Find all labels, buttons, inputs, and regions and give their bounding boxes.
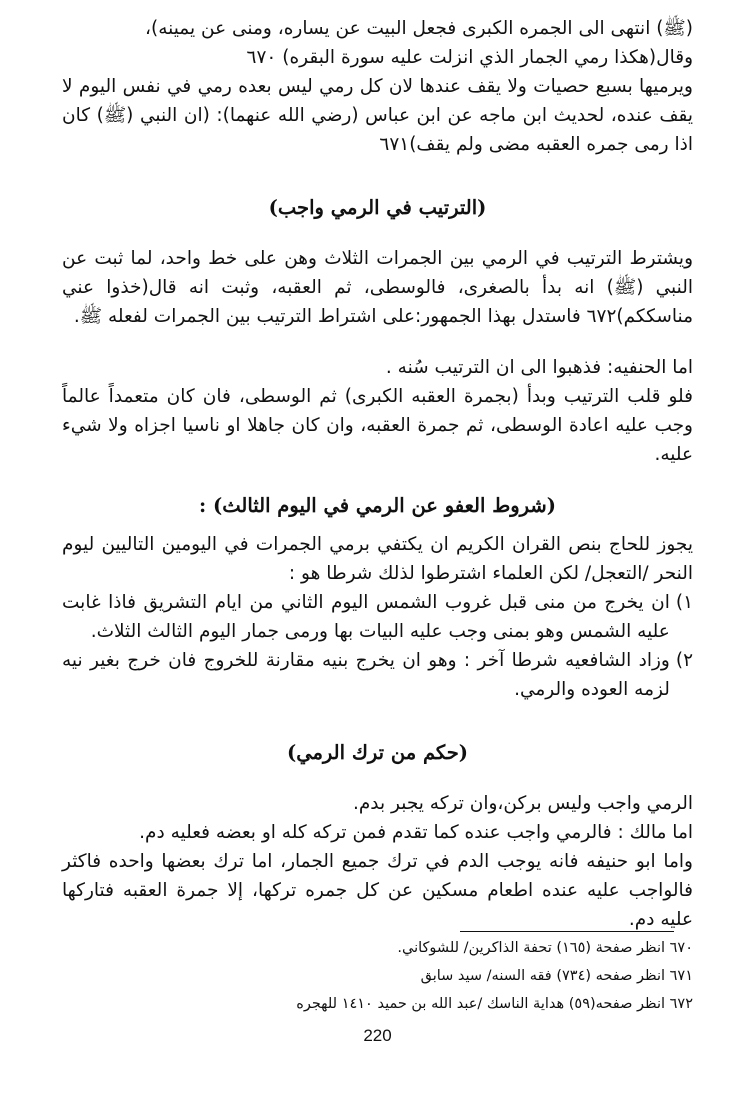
paragraph: ويشترط الترتيب في الرمي بين الجمرات الثلاث وهن على خط واحد، لما ثبت عن النبي (ﷺ) انه بدأ بالصغرى، فالوسطى، ثم العقبه، وثبت انه قال(خذوا عني مناسككم)٦٧٢ فاستدل بهذا الجمهور:على اشتراط الترتيب بين الجمرات لفعله ﷺ. — [62, 248, 693, 327]
footnote: ٦٧٠ انظر صفحة (١٦٥) تحفة الذاكرين/ للشوكاني. — [397, 940, 693, 956]
list-item — [62, 646, 693, 704]
footnotes — [62, 934, 693, 1018]
footnote: ٦٧١ انظر صفحه (٧٣٤) فقه السنه/ سيد سابق — [420, 968, 693, 984]
paragraph: اما الحنفيه: فذهبوا الى ان الترتيب سُنه . — [385, 357, 693, 378]
list-number: ١) — [675, 592, 693, 613]
paragraph: ويرميها بسبع حصيات ولا يقف عندها لان كل رمي ليس بعده رمي في نفس اليوم لا يقف عنده، لحديث ابن ماجه عن ابن عباس (رضي الله عنهما): (ان النبي (ﷺ) كان اذا رمى جمره العقبه مضى ولم يقف)٦٧١ — [62, 76, 693, 155]
list-text: وزاد الشافعيه شرطا آخر : وهو ان يخرج بنيه مقارنة للخروج فان خرج بغير نيه لزمه العوده والرمي. — [62, 650, 670, 700]
page-number: 220 — [363, 1026, 392, 1045]
list-item — [62, 588, 693, 646]
paragraph: اما مالك : فالرمي واجب عنده كما تقدم فمن تركه كله او بعضه فعليه دم. — [139, 822, 693, 843]
paragraph: فلو قلب الترتيب وبدأ (بجمرة العقبه الكبرى) ثم الوسطى، فان كان متعمداً عالماً وجب عليه اعادة الوسطى، ثم جمرة العقبه، وان كان جاهلا او ناسيا اجزاه ولا شيء عليه. — [62, 386, 693, 465]
section-heading: (شروط العفو عن الرمي في اليوم الثالث) : — [199, 494, 556, 517]
paragraph: يجوز للحاج بنص القران الكريم ان يكتفي برمي الجمرات في اليومين التاليين ليوم النحر /التعجل/ لكن العلماء اشترطوا لذلك شرطا هو : — [62, 534, 693, 584]
paragraph: وقال(هكذا رمي الجمار الذي انزلت عليه سورة البقره) ٦٧٠ — [246, 47, 693, 68]
main-text — [62, 14, 693, 934]
footnote: ٦٧٢ انظر صفحه(٥٩) هداية الناسك /عبد الله بن حميد ١٤١٠ للهجره — [296, 996, 693, 1012]
footnote-divider — [460, 931, 674, 932]
paragraph: الرمي واجب وليس بركن،وان تركه يجبر بدم. — [352, 793, 693, 814]
paragraph: واما ابو حنيفه فانه يوجب الدم في ترك جميع الجمار، اما ترك بعضها واحده فاكثر فالواجب عليه عنده اطعام مسكين عن كل جمره تركها، إلا جمرة العقبه فتاركها عليه دم. — [62, 851, 693, 930]
section-heading: (الترتيب في الرمي واجب) — [268, 196, 487, 219]
list-text: ان يخرج من منى قبل غروب الشمس اليوم الثاني من ايام التشريق فاذا غابت عليه الشمس وهو بمنى وجب عليه البيات بها ورمى جمار اليوم الثالث الثلاث. — [62, 592, 670, 642]
list-number: ٢) — [675, 650, 693, 671]
section-heading: (حكم من ترك الرمي) — [287, 741, 468, 764]
paragraph: (ﷺ) انتهى الى الجمره الكبرى فجعل البيت عن يساره، ومنى عن يمينه)، — [145, 18, 693, 39]
